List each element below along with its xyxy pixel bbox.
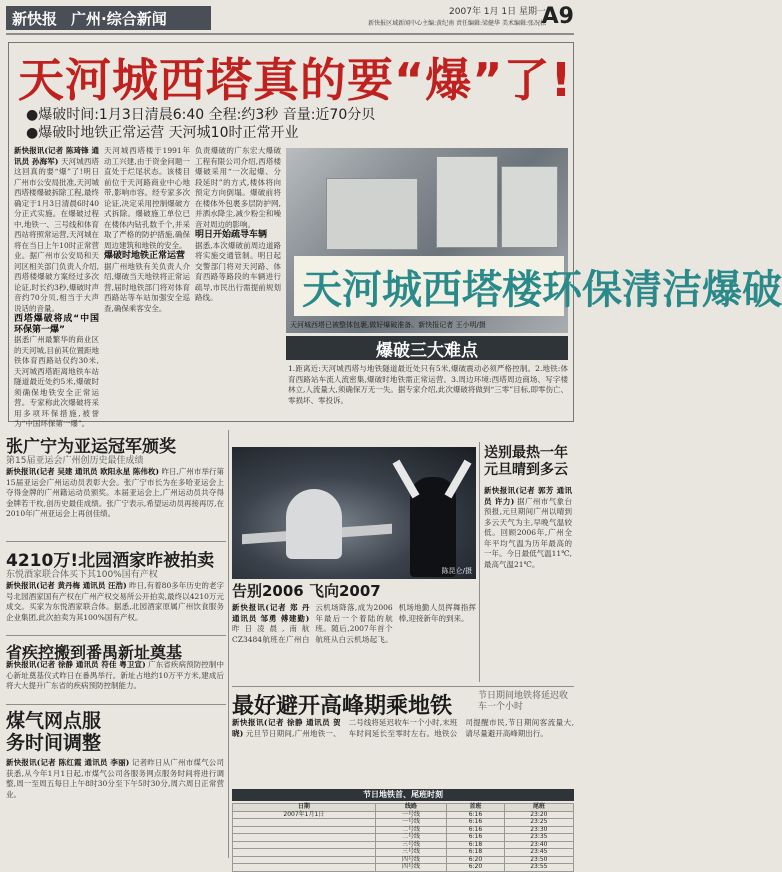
timetable-cell: 23:25 [504,819,573,827]
signal-baton [393,460,420,499]
lead-sub-1: 西塔爆破将成“中国环保第一爆” [14,314,99,335]
metro-byline: 新快报讯(记者 徐静 通讯员 贺晓) [232,718,341,738]
timetable-cell: 23:50 [504,856,573,864]
lead-col3b-text: 据悉,本次爆破前周边道路将实施交通管制。明日起交警部门将对天河路、体育西路等路段的车辆进行疏导,市民出行需提前规划路线。 [195,240,281,302]
timetable-cell: 四号线 [375,864,447,872]
header-rule [6,33,574,35]
header-meta [368,6,546,30]
timetable-cell [233,819,376,827]
editor-line: 新快报区域新闻中心主编:黄纪南 责任编辑:梁健华 美术编辑:张况松 [368,20,546,27]
story2-title: 张广宁为亚运冠军颁奖 [6,437,176,457]
farewell-photo [232,447,476,579]
story2-deck: 第15届亚运会广州创历史最佳成绩 [6,456,144,466]
timetable [232,803,574,872]
timetable-cell: 6:20 [447,856,504,864]
story3-byline: 新快报讯(记者 黄丹梅 通讯员 汪浩) [6,581,127,590]
story2-text: 昨日,广州市举行第15届亚运会广州运动员表彰大会。张广宁市长为在多哈亚运会上夺得金牌的广州籍运动员颁奖。本届亚运会上,广州运动员共夺得金牌若干枚,创历史最佳成绩。张广宁表示,希望运动员再接再厉,在2010年广州亚运会上再创佳绩。 [6,467,224,518]
timetable-cell: 23:40 [504,841,573,849]
timetable-cell [233,841,376,849]
timetable-cell [233,856,376,864]
timetable-cell: 23:45 [504,849,573,857]
timetable-cell: 6:18 [447,849,504,857]
timetable-header-row [233,804,574,812]
timetable-cell: 6:16 [447,819,504,827]
issue-date: 2007年 1月 1日 星期一 [449,7,546,17]
story3-title: 4210万!北园酒家昨被拍卖 [6,551,215,571]
farewell-text: 昨日凌晨,南航CZ3484航班在广州白云机场降落,成为2006年最后一个着陆的航班。随后,2007年首个航班从白云机场起飞。机场地勤人员挥舞指挥棒,迎接新年的到来。 [232,603,476,644]
lead-headline: 天河城西塔真的要“爆”了! [18,53,573,107]
column-rule [479,442,480,682]
lead-sub-2: 爆破时地铁正常运营 [104,251,186,261]
lead-subhead-2: ●爆破时地铁正常运营 天河城10时正常开业 [26,125,299,141]
timetable-row [233,819,574,827]
difficulties-text: 1.距离近:天河城西塔与地铁隧道最近处只有5米,爆破震动必须严格控制。2.地铁:体育西路站车流人流密集,爆破时地铁需正常运营。3.周边环境:西塔周边商场、写字楼林立,人流量大,须确保万无一失。据专家介绍,此次爆破将做到“三零”目标,即零伤亡、零损坏、零投诉。 [288,364,568,405]
brand-name: 新快报 [12,9,58,28]
story5-body [6,758,224,856]
timetable-cell: 二号线 [375,826,447,834]
banner-text: 天河城西塔楼环保清洁爆破 [302,266,782,313]
timetable-cell [233,826,376,834]
story4-byline: 新快报讯(记者 徐静 通讯员 符佳 粤卫宣) [6,660,146,669]
timetable-header-cell: 首班 [447,804,504,812]
lead-col1-text: 天河城西塔这回真的要“爆”了!明日广州市公安局批准,天河城西塔楼爆破拆除工程,最终确定于1月3日清晨6时40分正式实施。在爆破过程中,地铁一、三号线和体育西站将照常运营,天河城在将在当日上午10时正常营业。据广州市公安局和天河区相关部门负责人介绍,西塔楼爆破方案经过多次论证,时长约3秒,爆破时声音约70分贝,相当于大声说话的音量。 [14,156,99,313]
plane-body [286,489,342,559]
farewell-title: 告别2006 飞向2007 [232,582,381,600]
banner [294,256,782,316]
lead-sub-3: 明日开始疏导车辆 [195,230,268,240]
weather-text: 据广州市气象台预报,元旦期间广州以晴到多云天气为主,早晚气温较低。回顾2006年,广州全年平均气温为历年最高的一年。今日最低气温11℃,最高气温21℃。 [484,496,572,569]
timetable-cell: 23:55 [504,864,573,872]
farewell-photo-caption: 陈昆仑/摄 [441,567,472,575]
timetable-cell: 6:20 [447,864,504,872]
timetable-cell: 一号线 [375,819,447,827]
timetable-row [233,864,574,872]
timetable-title: 节日地铁首、尾班时刻 [232,789,574,801]
story2-byline: 新快报讯(记者 吴建 通讯员 欧阳永星 陈伟枚) [6,467,160,476]
lead-col1b-text: 据悉广州最繁华的商业区的天河城,目前其位置距地铁体育西路站仅约30米,天河城西塔距离地铁车站隧道最近处约5米,爆破时须确保地铁安全正常运营。专家称此次爆破将采用多项环保措施,被誉为“中国环保第一爆”。 [14,335,99,428]
story4-title: 省疾控搬到番禺新址奠基 [6,643,183,662]
story3-body [6,581,224,633]
timetable-cell: 一号线 [375,811,447,819]
story3-deck: 东悦酒家联合体买下其100%国有产权 [6,570,158,580]
timetable-cell: 三号线 [375,849,447,857]
lead-column-3 [195,146,281,416]
story2-body [6,467,224,539]
timetable-cell: 6:16 [447,834,504,842]
signal-baton [445,460,472,499]
page-header [0,0,580,32]
timetable-cell [233,864,376,872]
lead-column-1 [14,146,99,428]
story4-body [6,660,224,702]
timetable-cell: 2007年1月1日 [233,811,376,819]
lead-photo-caption: 天河城西塔已被整体包裹,做好爆破准备。新快报记者 王小明/摄 [290,321,486,329]
rule [6,541,226,542]
metro-deck: 节日期间地铁将延迟收车一个小时 [478,691,569,712]
weather-byline: 新快报讯(记者 郭芳 通讯员 许力) [484,486,572,506]
timetable-cell [233,849,376,857]
difficulties-title: 爆破三大难点 [286,336,568,360]
timetable-cell: 23:30 [504,826,573,834]
story3-text: 昨日,有着80多年历史的老字号北园酒家国有产权在广州产权交易所公开拍卖,最终以4210万元成交。买家为东悦酒家联合体。据悉,北园酒家原属广州饮食服务企业集团,此次拍卖为其100%国有产权。 [6,581,224,622]
farewell-byline: 新快报讯(记者 郑 丹 通讯员 邹勇 傅建勤) [232,603,310,623]
building-shape [326,178,418,250]
lead-column-2 [104,146,190,416]
timetable-header-cell: 日期 [233,804,376,812]
timetable-row [233,849,574,857]
lead-byline: 新快报讯(记者 陈琦锋 通讯员 孙海军) [14,146,99,166]
building-shape [501,166,558,248]
metro-title: 最好避开高峰期乘地铁 [232,694,453,719]
timetable-header-cell: 线路 [375,804,447,812]
story4-text: 广东省疾病预防控制中心新址奠基仪式昨日在番禺举行。新址占地约10万平方米,建成后将大大提升广东省的疾病预防控制能力。 [6,660,224,690]
lead-col2b-text: 据广州地铁有关负责人介绍,爆破当天地铁将正常运营,届时地铁部门将对体育西路站等车站加强安全巡查,确保乘客安全。 [104,261,190,313]
rule [6,635,226,636]
weather-title: 送别最热一年元旦晴到多云 [484,445,568,478]
timetable-cell: 三号线 [375,841,447,849]
timetable-cell: 23:35 [504,834,573,842]
lead-col3-text: 负责爆破的广东宏大爆破工程有限公司介绍,西塔楼爆破采用“一次起爆、分段延时”的方式,楼体将向预定方向倒塌。爆破前将在楼体外包裹多层防护网,并洒水降尘,减少粉尘和噪音对周边的影响。 [195,146,281,229]
timetable-cell: 6:16 [447,811,504,819]
timetable-cell: 四号线 [375,856,447,864]
lead-subhead-1: ●爆破时间:1月3日清晨6:40 全程:约3秒 音量:近70分贝 [26,107,376,123]
weather-body [484,486,572,682]
story5-title: 煤气网点服务时间调整 [6,710,102,754]
timetable-cell: 二号线 [375,834,447,842]
story5-text: 记者昨日从广州市煤气公司获悉,从今年1月1日起,市煤气公司各服务网点服务时间将进行调整,周一至周五每日上午8时30分至下午5时30分,周六周日正常营业。 [6,758,225,799]
column-rule [228,430,229,858]
building-shape [436,156,498,248]
metro-text: 元旦节日期间,广州地铁一、二号线将延迟收车一个小时,末班车时间延长至零时左右。地铁公司提醒市民,节日期间客流量大,请尽量避开高峰期出行。 [245,718,574,738]
rule [6,704,226,705]
lead-col2-text: 天河城西塔楼于1991年动工兴建,由于资金问题一直处于烂尾状态。该楼目前位于天河路商业中心地带,影响市容。经专家多次论证,决定采用控制爆破方式拆除。爆破施工单位已在楼体内钻孔数千个,并采取了严格的防护措施,确保周边建筑和地铁的安全。 [104,146,190,250]
story5-byline: 新快报讯(记者 陈红霞 通讯员 李丽) [6,758,130,767]
timetable-cell: 6:18 [447,841,504,849]
section-name: 广州·综合新闻 [71,9,167,28]
lead-photo [286,148,782,333]
farewell-body [232,603,476,683]
timetable-cell: 6:16 [447,826,504,834]
metro-body [232,718,574,786]
rule [232,686,574,687]
page-number: A9 [541,4,574,29]
timetable-row [233,834,574,842]
timetable-header-cell: 尾班 [504,804,573,812]
masthead [6,6,211,30]
timetable-cell [233,834,376,842]
timetable-cell: 23:20 [504,811,573,819]
